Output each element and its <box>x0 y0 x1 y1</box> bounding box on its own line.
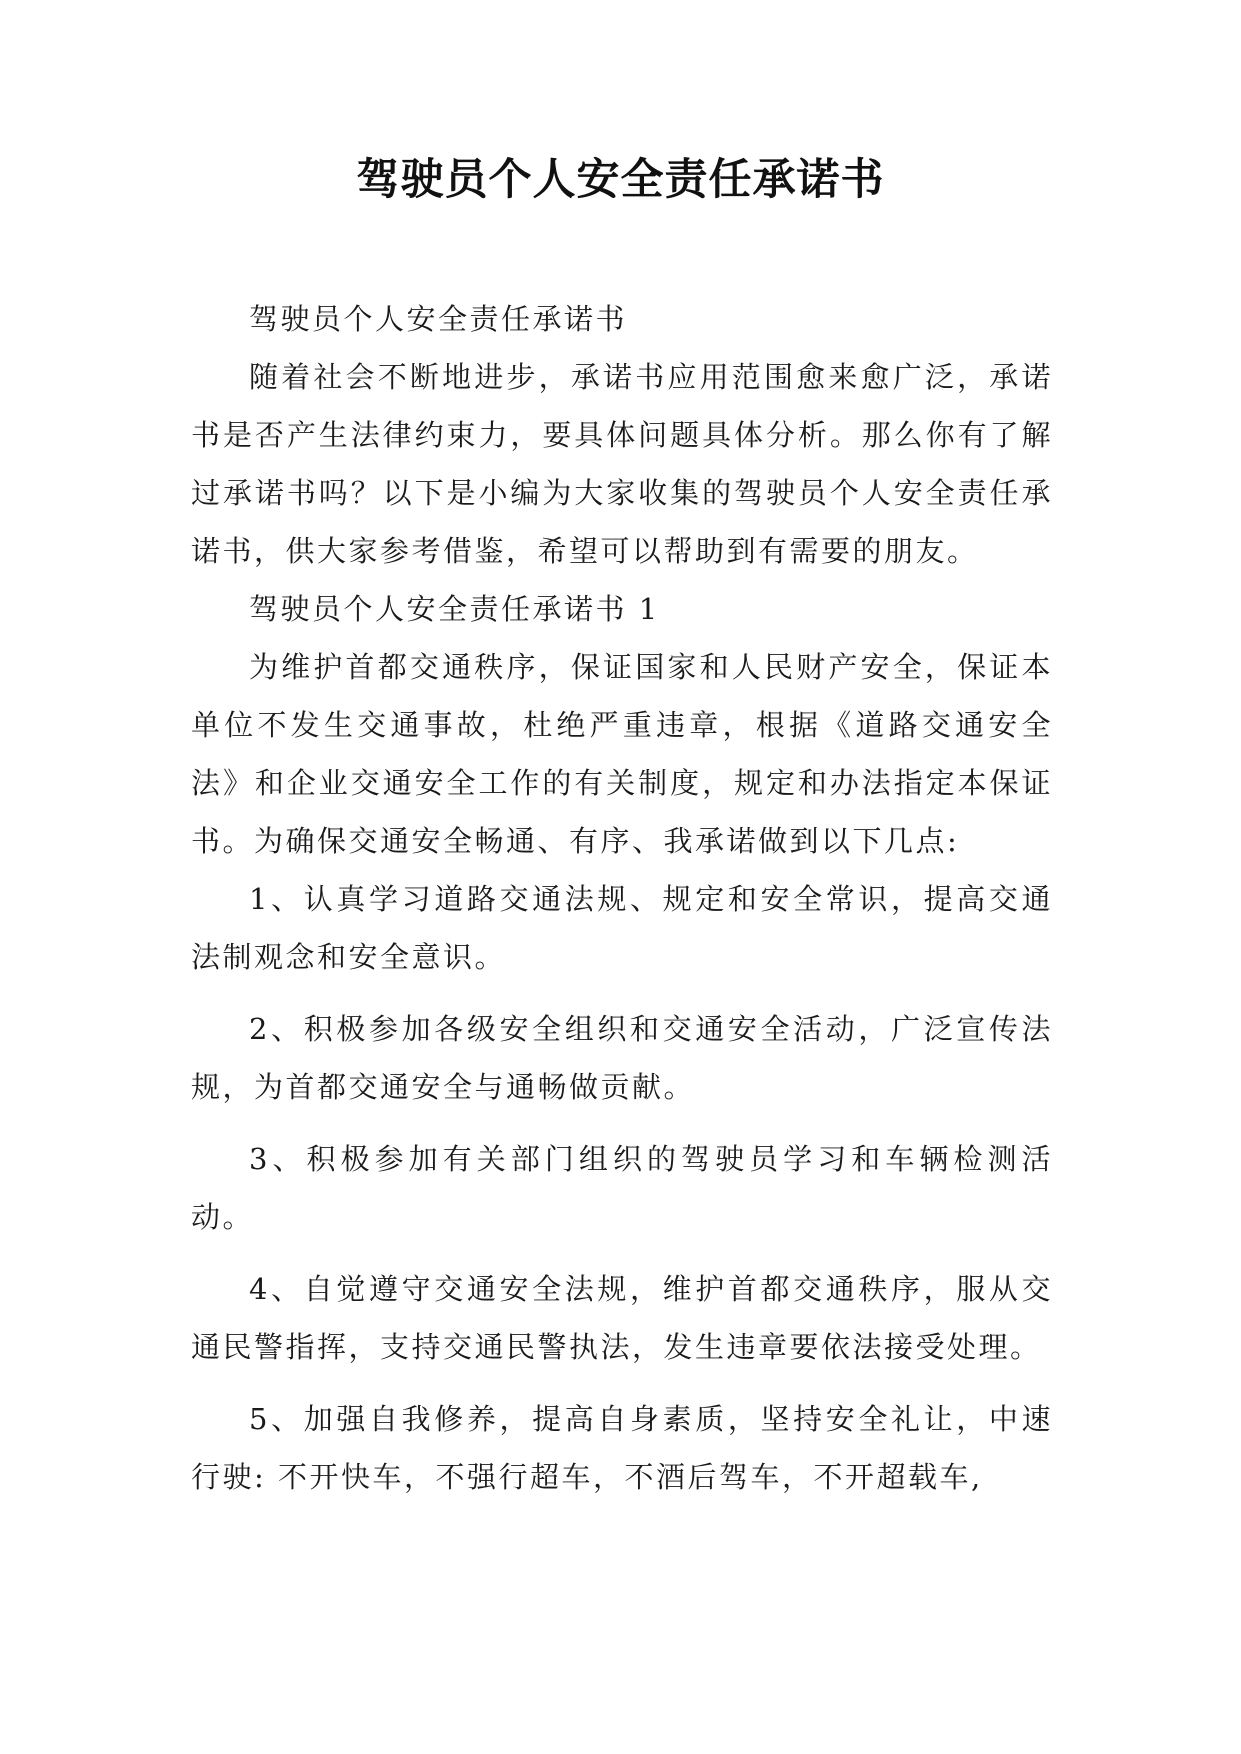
paragraph-preamble: 为维护首都交通秩序，保证国家和人民财产安全，保证本单位不发生交通事故，杜绝严重违章，根据《道路交通安全法》和企业交通安全工作的有关制度，规定和办法指定本保证书。为确保交通安全畅通、有序、我承诺做到以下几点: <box>191 650 1053 858</box>
paragraph-item-2: 2、积极参加各级安全组织和交通安全活动，广泛宣传法规，为首都交通安全与通畅做贡献。 <box>191 1012 1053 1104</box>
paragraph-item-1: 1、认真学习道路交通法规、规定和安全常识，提高交通法制观念和安全意识。 <box>191 882 1053 974</box>
paragraph-item-3: 3、积极参加有关部门组织的驾驶员学习和车辆检测活动。 <box>191 1142 1053 1234</box>
document-title: 驾驶员个人安全责任承诺书 <box>356 155 885 205</box>
paragraph-intro: 随着社会不断地进步，承诺书应用范围愈来愈广泛，承诺书是否产生法律约束力，要具体问题具体分析。那么你有了解过承诺书吗？以下是小编为大家收集的驾驶员个人安全责任承诺书，供大家参考借鉴，希望可以帮助到有需要的朋友。 <box>191 360 1053 568</box>
paragraph-section-heading: 驾驶员个人安全责任承诺书 1 <box>249 592 660 626</box>
paragraph-item-5: 5、加强自我修养，提高自身素质，坚持安全礼让，中速行驶: 不开快车，不强行超车，不酒后驾车，不开超载车, <box>191 1402 1053 1494</box>
paragraph-subtitle: 驾驶员个人安全责任承诺书 <box>249 302 628 336</box>
document-body <box>191 290 1053 1506</box>
paragraph-item-4: 4、自觉遵守交通安全法规，维护首都交通秩序，服从交通民警指挥，支持交通民警执法，发生违章要依法接受处理。 <box>191 1272 1053 1364</box>
